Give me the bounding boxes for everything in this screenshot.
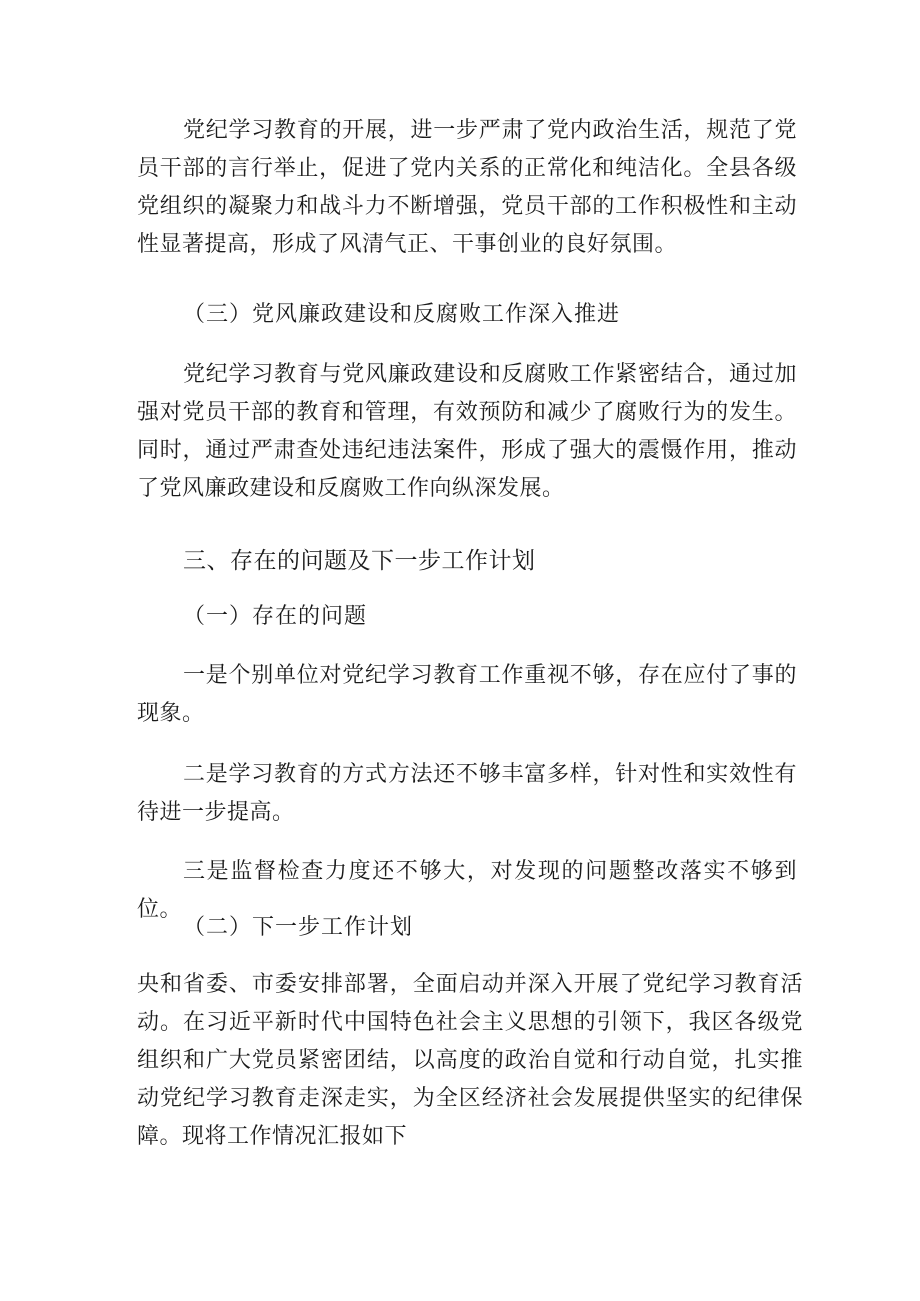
section-heading-problems-plan: 三、存在的问题及下一步工作计划 [183, 548, 536, 574]
paragraph-issue-three: 三是监督检查力度还不够大，对发现的问题整改落实不够到位。 [137, 859, 797, 922]
subheading-next-steps: （二）下一步工作计划 [183, 915, 414, 940]
paragraph-discipline-effects: 党纪学习教育的开展，进一步严肃了党内政治生活，规范了党员干部的言行举止，促进了党内关系的正常化和纯洁化。全县各级党组织的凝聚力和战斗力不断增强，党员干部的工作积极性和主动性显著提高，形成了风清气正、干事创业的良好氛围。 [137, 118, 797, 257]
paragraph-anti-corruption: 党纪学习教育与党风廉政建设和反腐败工作紧密结合，通过加强对党员干部的教育和管理，有效预防和减少了腐败行为的发生。同时，通过严肃查处违纪违法案件，形成了强大的震慑作用，推动了党风廉政建设和反腐败工作向纵深发展。 [137, 362, 797, 501]
paragraph-work-report-intro: 央和省委、市委安排部署，全面启动并深入开展了党纪学习教育活动。在习近平新时代中国特色社会主义思想的引领下，我区各级党组织和广大党员紧密团结，以高度的政治自觉和行动自觉，扎实推动党纪学习教育走深走实，为全区经济社会发展提供坚实的纪律保障。现将工作情况汇报如下 [137, 972, 803, 1149]
paragraph-issue-two: 二是学习教育的方式方法还不够丰富多样，针对性和实效性有待进一步提高。 [137, 762, 797, 825]
subheading-anti-corruption: （三）党风廉政建设和反腐败工作深入推进 [183, 302, 621, 327]
subheading-existing-problems: （一）存在的问题 [183, 604, 368, 629]
paragraph-issue-one: 一是个别单位对党纪学习教育工作重视不够，存在应付了事的现象。 [137, 663, 797, 726]
